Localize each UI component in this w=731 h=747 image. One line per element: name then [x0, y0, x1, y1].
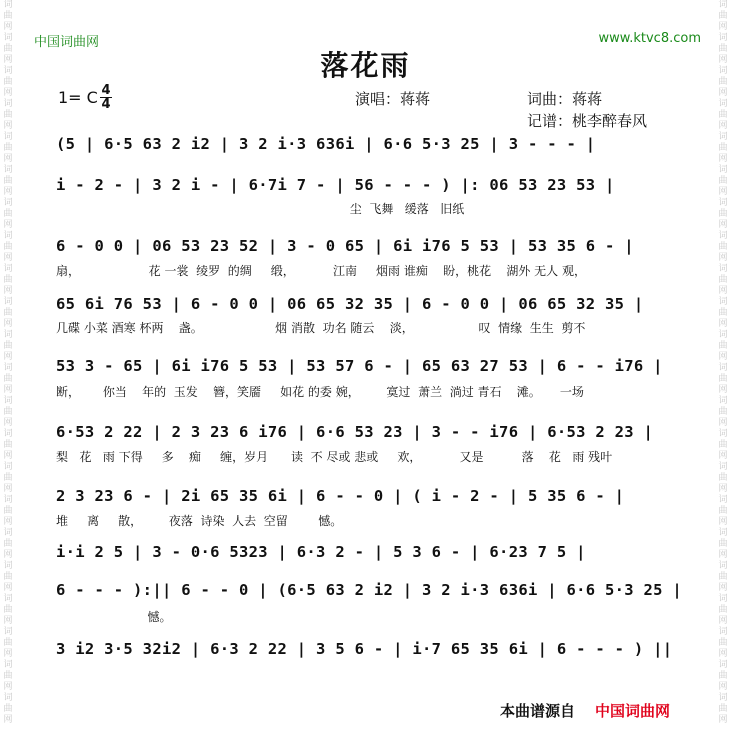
- notation-line-3: 6 - 0 0 | 06 53 23 52 | 3 - 0 65 | 6i i76 5 53 | 53 35 6 - |: [56, 237, 634, 255]
- site-name-left[interactable]: 中国词曲网: [34, 35, 100, 50]
- lyric-line-5: 断， 你当 年的 玉发 簪，笑靥 如花 的委 婉， 寞过 萧兰 淌过 青石 滩。 一场: [56, 385, 584, 399]
- lyric-line-4: 几碟 小菜 酒寒 杯两 盏。 烟 消散 功名 随云 淡， 叹 情缘 生生 剪不: [56, 321, 586, 335]
- lyric-line-3: 扇， 花 一裳 绫罗 的绸 缎， 江南 烟雨 谁痴 盼，桃花 湖外 无人 观，: [56, 264, 586, 278]
- watermark-left: 词曲网词曲网词曲网词曲网词曲网词曲网词曲网词曲网词曲网词曲网词曲网词曲网词曲网词曲网词曲网词曲网词曲网词曲网词曲网词曲网词曲网词曲网: [3, 0, 13, 725]
- composer-credit: 词曲：蒋蒋: [527, 90, 603, 108]
- source-footer: [500, 700, 670, 721]
- notation-line-9: 6 - - - ):|| 6 - - 0 | (6·5 63 2 i2 | 3 2 i·3 636i | 6·6 5·3 25 |: [56, 581, 683, 599]
- lyric-line-7: 堆 离 散， 夜落 诗染 人去 空留 憾。: [56, 514, 343, 528]
- notation-line-5: 53 3 - 65 | 6i i76 5 53 | 53 57 6 - | 65 63 27 53 | 6 - - i76 |: [56, 357, 663, 375]
- song-title: 落花雨: [320, 49, 411, 82]
- notation-line-6: 6·53 2 22 | 2 3 23 6 i76 | 6·6 53 23 | 3 - - i76 | 6·53 2 23 |: [56, 423, 654, 441]
- notation-line-4: 65 6i 76 53 | 6 - 0 0 | 06 65 32 35 | 6 - 0 0 | 06 65 32 35 |: [56, 295, 644, 313]
- watermark-right: 词曲网词曲网词曲网词曲网词曲网词曲网词曲网词曲网词曲网词曲网词曲网词曲网词曲网词曲网词曲网词曲网词曲网词曲网词曲网词曲网词曲网词曲网: [718, 0, 728, 725]
- lyric-line-6: 梨 花 雨 下得 多 痴 缠，岁月 读 不 尽或 悲或 欢， 又是 落 花 雨 残叶: [56, 450, 613, 464]
- lyric-line-2: 尘 飞舞 缓落 旧纸: [56, 202, 465, 216]
- notation-line-8: i·i 2 5 | 3 - 0·6 5323 | 6·3 2 - | 5 3 6 - | 6·23 7 5 |: [56, 543, 586, 561]
- time-signature-top: 4: [101, 83, 111, 98]
- source-brand-link[interactable]: 中国词曲网: [595, 702, 671, 720]
- notation-line-10: 3 i2 3·5 32i2 | 6·3 2 22 | 3 5 6 - | i·7 65 35 6i | 6 - - - ) ||: [56, 640, 673, 658]
- time-signature: [100, 84, 112, 111]
- transcriber-credit: 记谱：桃李醉春风: [527, 112, 648, 130]
- site-url-right[interactable]: www.ktvc8.com: [598, 31, 701, 46]
- singer-credit: 演唱：蒋蒋: [355, 90, 431, 108]
- lyric-line-9: 憾。: [56, 610, 172, 624]
- notation-line-1: (5 | 6·5 63 2 i2 | 3 2 i·3 636i | 6·6 5·3 25 | 3 - - - |: [56, 135, 596, 153]
- time-signature-bottom: 4: [101, 97, 111, 112]
- key-signature: 1= C: [58, 88, 98, 107]
- notation-line-2: i - 2 - | 3 2 i - | 6·7i 7 - | 56 - - - ) |: 06 53 23 53 |: [56, 176, 615, 194]
- source-label: 本曲谱源自: [500, 702, 576, 720]
- notation-line-7: 2 3 23 6 - | 2i 65 35 6i | 6 - - 0 | ( i - 2 - | 5 35 6 - |: [56, 487, 625, 505]
